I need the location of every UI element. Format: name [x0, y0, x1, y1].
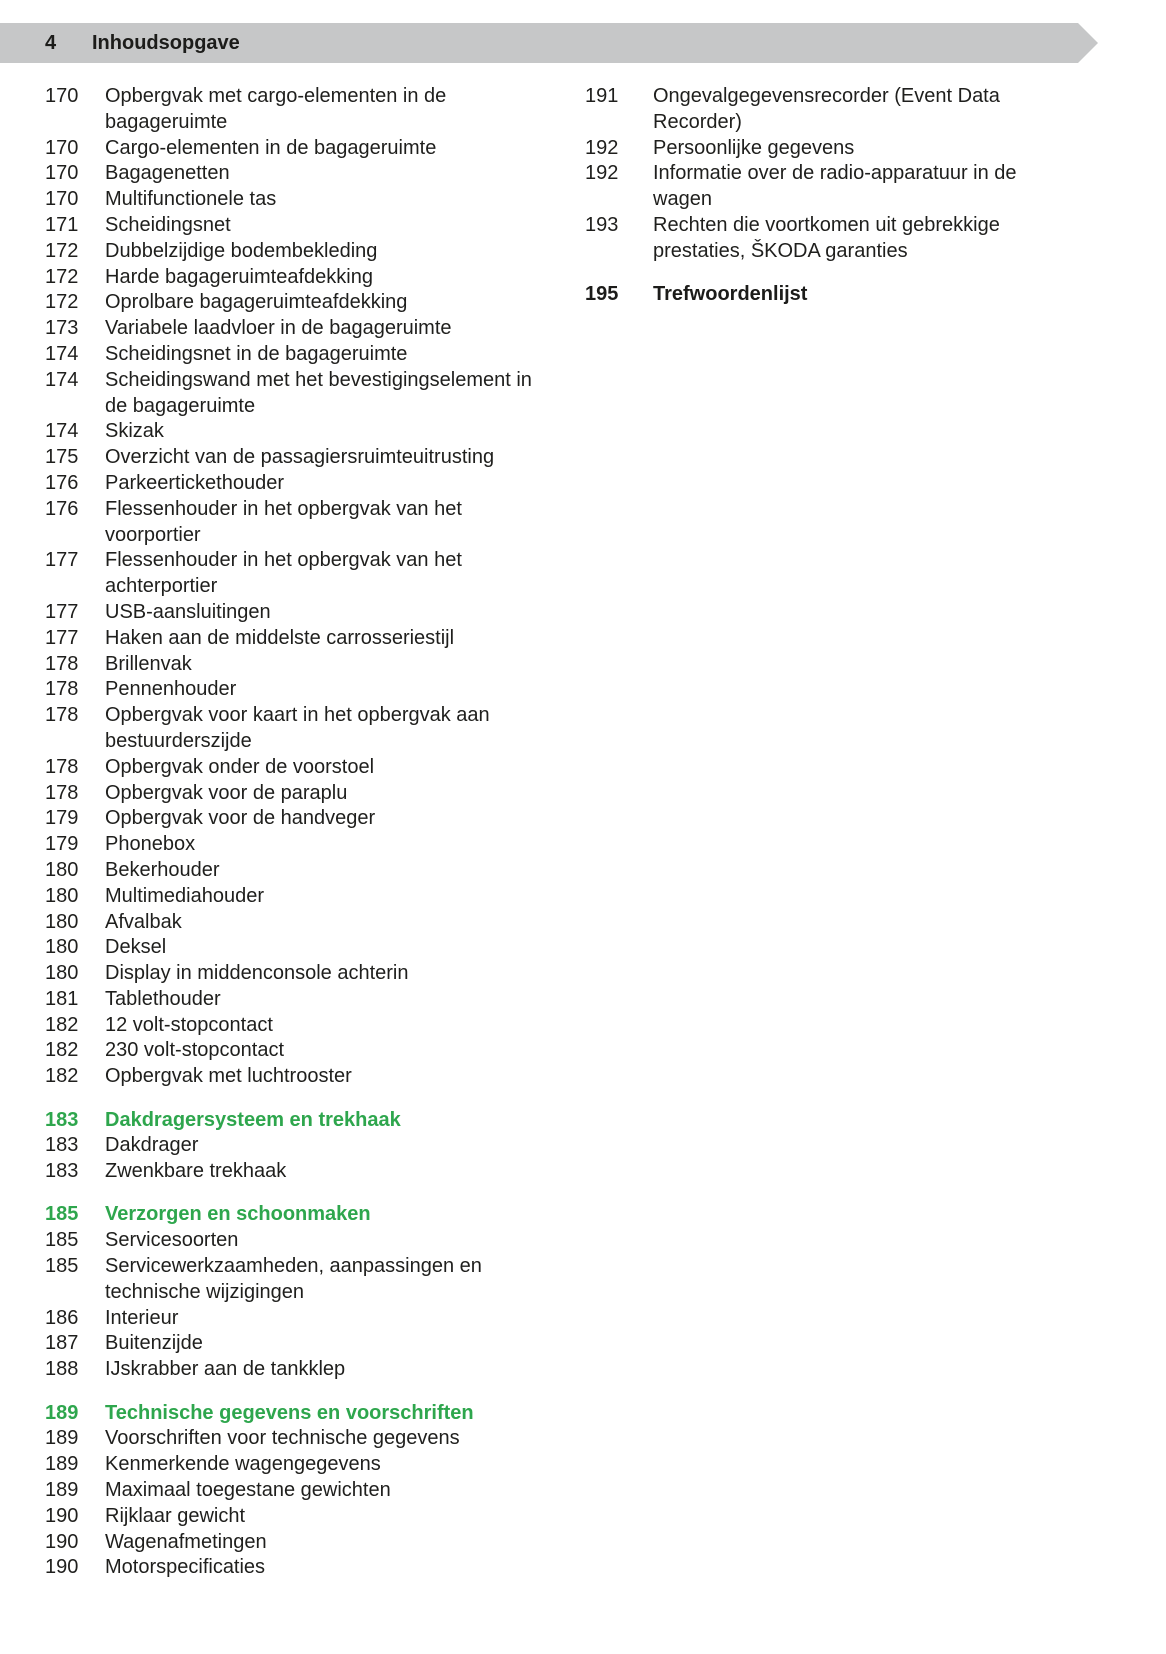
toc-page-number: 189 [45, 1401, 79, 1424]
toc-entry [45, 1013, 545, 1039]
toc-entry [45, 265, 545, 291]
toc-entry [45, 1357, 545, 1383]
toc-entry [45, 445, 545, 471]
toc-entry-label: Opbergvak onder de voorstoel [105, 755, 375, 778]
toc-entry-label: Voorschriften voor technische gegevens [105, 1427, 460, 1450]
toc-entry [45, 1159, 545, 1185]
toc-entry-label: Dakdragersysteem en trekhaak [105, 1108, 401, 1131]
toc-entry [45, 1331, 545, 1357]
toc-page-number: 177 [45, 626, 79, 649]
toc-page-number: 180 [45, 910, 79, 933]
toc-section-heading [45, 1202, 545, 1228]
toc-entry-label: Opbergvak voor de paraplu [105, 781, 348, 804]
toc-page-number: 172 [45, 291, 79, 314]
toc-entry [45, 1133, 545, 1159]
toc-page-number: 183 [45, 1160, 79, 1183]
toc-entry [45, 600, 545, 626]
toc-entry-label: Maximaal toegestane gewichten [105, 1478, 391, 1501]
toc-entry-label: Haken aan de middelste carrosseriestijl [105, 626, 455, 649]
toc-page-number: 174 [45, 368, 79, 391]
toc-entry [45, 1064, 545, 1090]
toc-entry [45, 910, 545, 936]
toc-page-number: 176 [45, 471, 79, 494]
toc-page-number: 175 [45, 446, 79, 469]
toc-page-number: 179 [45, 833, 79, 856]
toc-section-heading [45, 1108, 545, 1134]
toc-entry [45, 961, 545, 987]
toc-entry-label: Pennenhouder [105, 678, 237, 701]
toc-entry [45, 84, 545, 136]
toc-entry-label: Overzicht van de passagiersruimteuitrusting [105, 446, 495, 469]
toc-page-number: 180 [45, 936, 79, 959]
toc-page-number: 170 [45, 85, 79, 107]
toc-entry [45, 136, 545, 162]
toc-entry-label: Servicewerkzaamheden, aanpassingen en technische wijzigingen [105, 1255, 482, 1303]
toc-page-number: 178 [45, 704, 79, 727]
toc-entry [45, 1555, 545, 1581]
toc-page-number: 171 [45, 213, 79, 236]
toc-entry-label: IJskrabber aan de tankklep [105, 1358, 346, 1381]
toc-entry-label: Scheidingsnet in de bagageruimte [105, 342, 408, 365]
toc-page-number: 172 [45, 239, 79, 262]
toc-page-number: 185 [45, 1203, 79, 1226]
toc-page-number: 178 [45, 652, 79, 675]
toc-page-number: 179 [45, 807, 79, 830]
toc-entry-label: Informatie over de radio-apparatuur in de wagen [653, 162, 1017, 211]
toc-page-number: 185 [45, 1229, 79, 1252]
toc-entry-label: Flessenhouder in het opbergvak van het achterportier [105, 549, 462, 598]
toc-entry [45, 884, 545, 910]
toc-entry [585, 213, 1055, 265]
toc-page-number: 180 [45, 962, 79, 985]
toc-entry-label: Multifunctionele tas [105, 188, 277, 211]
toc-entry-label: Ongevalgegevensrecorder (Event Data Recorder) [653, 85, 1000, 133]
toc-entry-label: Motorspecificaties [105, 1556, 266, 1579]
toc-entry-label: Bagagenetten [105, 162, 230, 185]
toc-page-number: 191 [585, 85, 619, 107]
toc-entry-label: Technische gegevens en voorschriften [105, 1401, 474, 1424]
toc-page-number: 180 [45, 858, 79, 881]
toc-entry [45, 703, 545, 755]
toc-entry [45, 290, 545, 316]
toc-page-number: 170 [45, 162, 79, 185]
toc-entry [45, 626, 545, 652]
toc-entry-label: Buitenzijde [105, 1332, 203, 1355]
toc-entry [45, 1478, 545, 1504]
toc-page-number: 182 [45, 1039, 79, 1062]
toc-entry-label: Afvalbak [105, 910, 182, 933]
toc-entry-label: Opbergvak voor kaart in het opbergvak aan bestuurderszijde [105, 704, 490, 752]
toc-entry-label: Variabele laadvloer in de bagageruimte [105, 317, 452, 340]
toc-entry-label: Opbergvak voor de handveger [105, 807, 376, 830]
toc-entry [45, 1254, 545, 1306]
toc-page-number: 190 [45, 1530, 79, 1553]
toc-entry [45, 1306, 545, 1332]
toc-index-entry [585, 282, 1055, 308]
toc-entry [45, 1038, 545, 1064]
header-banner-arrow-icon [1078, 23, 1098, 63]
toc-entry [45, 858, 545, 884]
toc-page-number: 178 [45, 678, 79, 701]
toc-page-number: 182 [45, 1065, 79, 1088]
toc-page-number: 190 [45, 1504, 79, 1527]
toc-entry-label: Wagenafmetingen [105, 1530, 267, 1553]
toc-entry-label: Scheidingsnet [105, 213, 231, 236]
toc-entry-label: Display in middenconsole achterin [105, 962, 409, 985]
toc-page-number: 192 [585, 136, 619, 159]
toc-entry-label: Phonebox [105, 833, 196, 856]
toc-entry [45, 832, 545, 858]
toc-page-number: 173 [45, 317, 79, 340]
toc-page-number: 174 [45, 420, 79, 443]
toc-entry [45, 316, 545, 342]
toc-entry-label: Dakdrager [105, 1134, 199, 1157]
toc-page-number: 189 [45, 1427, 79, 1450]
toc-entry [45, 935, 545, 961]
toc-entry [45, 806, 545, 832]
toc-page-number: 172 [45, 265, 79, 288]
toc-entry-label: Zwenkbare trekhaak [105, 1160, 287, 1183]
header-page-number: 4 [45, 31, 57, 54]
toc-page-number: 181 [45, 987, 79, 1010]
toc-entry-label: Rechten die voortkomen uit gebrekkige prestaties, ŠKODA garanties [653, 213, 1000, 262]
toc-entry-label: Verzorgen en schoonmaken [105, 1203, 371, 1226]
toc-entry-label: Bekerhouder [105, 858, 220, 881]
toc-entry [585, 161, 1055, 213]
toc-entry-label: Trefwoordenlijst [653, 283, 808, 306]
toc-page-number: 192 [585, 162, 619, 185]
toc-page-number: 174 [45, 342, 79, 365]
toc-entry-label: Brillenvak [105, 652, 192, 675]
toc-page-number: 176 [45, 497, 79, 520]
toc-entry-label: USB-aansluitingen [105, 600, 271, 623]
toc-page-number: 195 [585, 283, 619, 306]
toc-entry-label: 12 volt-stopcontact [105, 1013, 273, 1036]
toc-entry [45, 987, 545, 1013]
toc-entry-label: Multimediahouder [105, 884, 264, 907]
toc-column-left [45, 84, 545, 1581]
toc-page-number: 190 [45, 1556, 79, 1579]
toc-entry [45, 419, 545, 445]
toc-entry [45, 677, 545, 703]
toc-page-number: 183 [45, 1134, 79, 1157]
toc-entry [45, 471, 545, 497]
toc-entry-label: Persoonlijke gegevens [653, 136, 855, 159]
toc-entry [45, 755, 545, 781]
toc-entry [45, 497, 545, 549]
header-banner [0, 23, 1078, 63]
toc-entry-label: Deksel [105, 936, 167, 959]
toc-page-number: 189 [45, 1453, 79, 1476]
toc-entry-label: Parkeertickethouder [105, 471, 284, 494]
toc-entry-label: Opbergvak met luchtrooster [105, 1065, 352, 1088]
toc-entry-label: Flessenhouder in het opbergvak van het voorportier [105, 497, 462, 546]
toc-entry-label: Tablethouder [105, 987, 221, 1010]
toc-entry-label: Harde bagageruimteafdekking [105, 265, 373, 288]
toc-page-number: 170 [45, 136, 79, 159]
toc-page-number: 180 [45, 884, 79, 907]
toc-entry [45, 342, 545, 368]
toc-entry [45, 652, 545, 678]
toc-entry [45, 187, 545, 213]
toc-section-heading [45, 1401, 545, 1427]
toc-column-right [585, 84, 1055, 308]
toc-entry-label: Interieur [105, 1306, 179, 1329]
toc-page-number: 183 [45, 1108, 79, 1131]
toc-entry [45, 239, 545, 265]
toc-entry [45, 1452, 545, 1478]
toc-page-number: 177 [45, 549, 79, 572]
toc-entry-label: Oprolbare bagageruimteafdekking [105, 291, 408, 314]
toc-entry-label: Cargo-elementen in de bagageruimte [105, 136, 437, 159]
toc-entry [45, 213, 545, 239]
page-title: Inhoudsopgave [92, 31, 240, 54]
toc-page-number: 189 [45, 1478, 79, 1501]
toc-entry-label: Kenmerkende wagengegevens [105, 1453, 381, 1476]
toc-entry [45, 1504, 545, 1530]
toc-page-number: 178 [45, 781, 79, 804]
toc-entry [585, 84, 1055, 136]
toc-page-number: 193 [585, 213, 619, 236]
toc-entry [45, 368, 545, 420]
toc-entry [585, 136, 1055, 162]
toc-entry-label: Skizak [105, 420, 164, 443]
toc-entry [45, 548, 545, 600]
toc-page-number: 185 [45, 1255, 79, 1278]
toc-page-number: 170 [45, 188, 79, 211]
toc-entry [45, 1228, 545, 1254]
toc-page-number: 187 [45, 1332, 79, 1355]
toc-entry [45, 1426, 545, 1452]
toc-entry-label: Rijklaar gewicht [105, 1504, 246, 1527]
toc-entry-label: Dubbelzijdige bodembekleding [105, 239, 378, 262]
toc-entry [45, 161, 545, 187]
toc-entry-label: Opbergvak met cargo-elementen in de bagageruimte [105, 85, 447, 133]
toc-entry [45, 1530, 545, 1556]
toc-entry [45, 781, 545, 807]
toc-page-number: 188 [45, 1358, 79, 1381]
toc-page-number: 186 [45, 1306, 79, 1329]
toc-page-number: 182 [45, 1013, 79, 1036]
toc-page-number: 178 [45, 755, 79, 778]
toc-entry-label: 230 volt-stopcontact [105, 1039, 284, 1062]
toc-page-number: 177 [45, 600, 79, 623]
toc-entry-label: Servicesoorten [105, 1229, 239, 1252]
toc-entry-label: Scheidingswand met het bevestigingselement in de bagageruimte [105, 368, 532, 417]
